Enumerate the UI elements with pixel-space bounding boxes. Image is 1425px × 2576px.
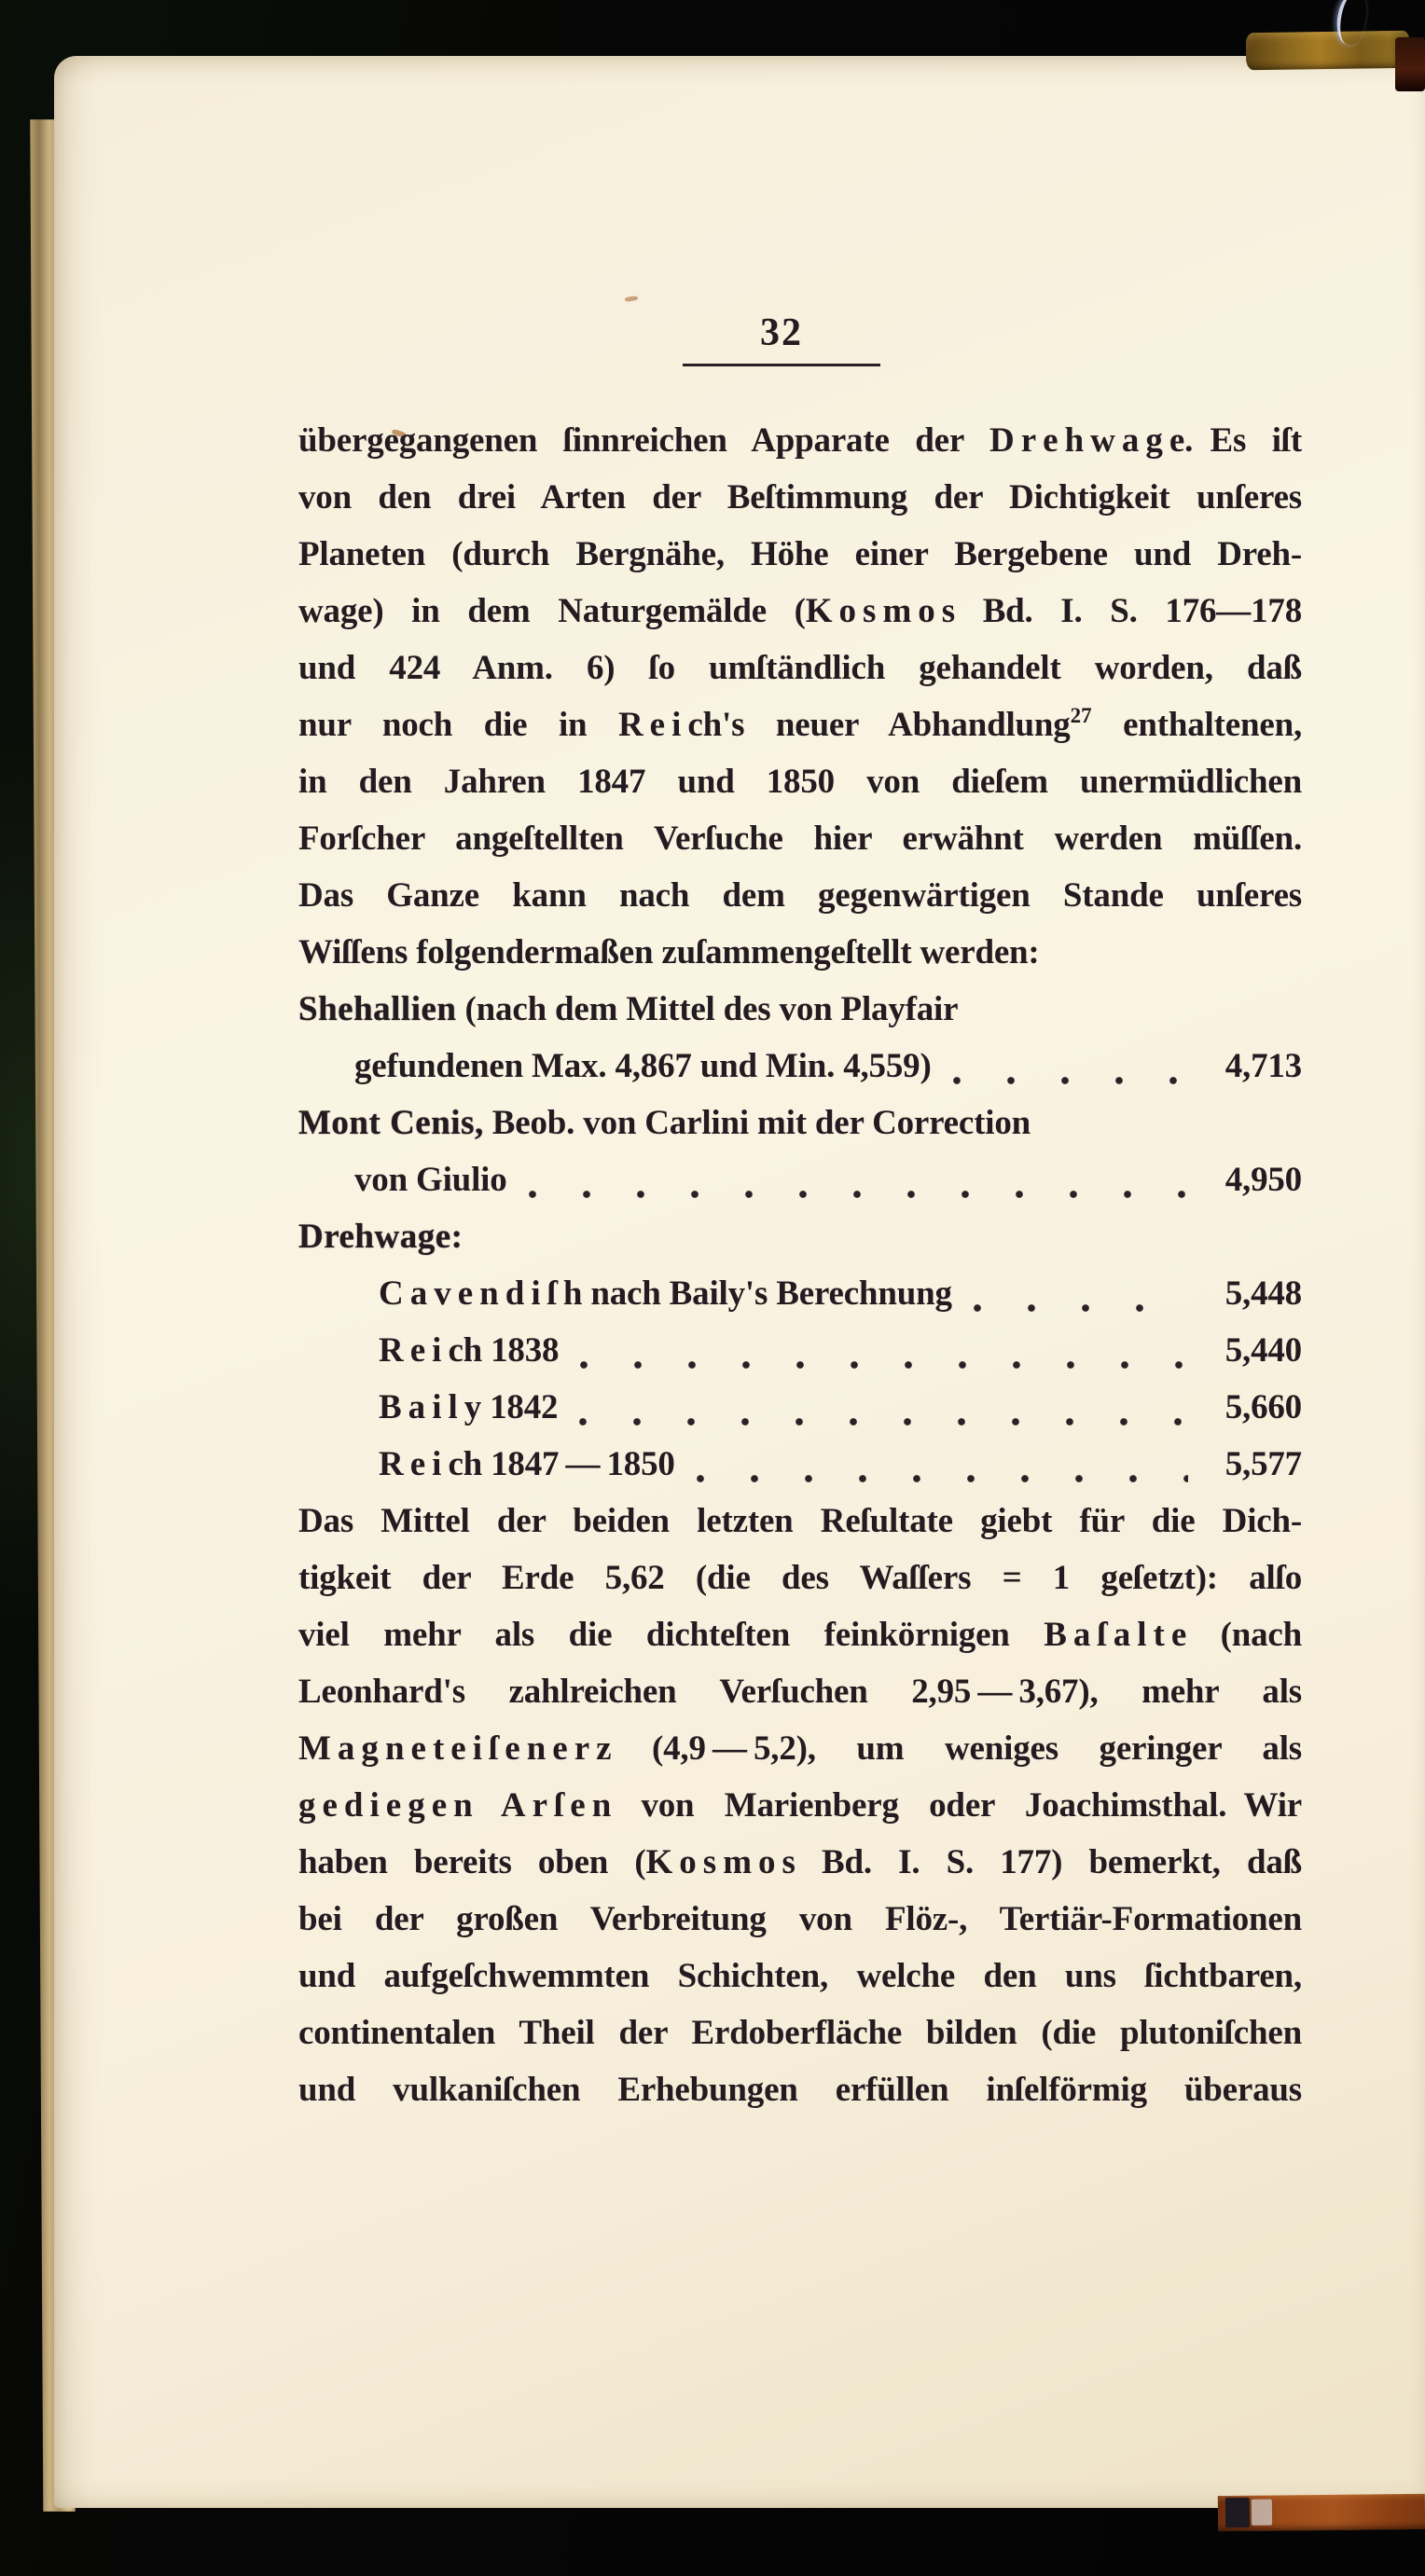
body-line: und 424 Anm. 6) ſo umſtändlich gehandelt worden, daß bbox=[298, 649, 1302, 687]
headword: Shehallien bbox=[298, 990, 457, 1028]
binding-top-edge bbox=[1246, 31, 1411, 70]
paper-speck bbox=[625, 296, 639, 302]
page-number-rule bbox=[683, 364, 880, 366]
book-page bbox=[54, 56, 1425, 2508]
body-line: viel mehr als die dichteſten feinkörnigen B a ſ a l t e (nach bbox=[298, 1616, 1302, 1654]
entry-row bbox=[298, 1151, 1302, 1208]
body-text: enthaltenen, bbox=[1091, 706, 1303, 744]
dot-leader bbox=[696, 1472, 1188, 1485]
entry-label: von Giulio bbox=[354, 1161, 507, 1199]
entry-value: 4,713 bbox=[1224, 1047, 1302, 1085]
body-line: Das Ganze kann nach dem gegenwärtigen Stande unſeres bbox=[298, 876, 1302, 915]
binding-mark-dark bbox=[1225, 2498, 1250, 2528]
dot-leader bbox=[952, 1074, 1188, 1087]
body-line: bei der großen Verbreitung von Flöz-, Tertiär-Formationen bbox=[298, 1900, 1302, 1938]
dot-leader bbox=[579, 1358, 1188, 1371]
footnote-marker: 27 bbox=[1070, 704, 1092, 727]
entry-row bbox=[298, 1038, 1302, 1095]
page-number: 32 bbox=[760, 311, 803, 354]
entry-label: R e i ch 1847 — 1850 bbox=[379, 1445, 675, 1483]
page-header bbox=[278, 311, 1285, 366]
entry-label: B a i l y 1842 bbox=[379, 1388, 559, 1426]
entry-value: 5,577 bbox=[1224, 1445, 1302, 1483]
body-line: Forſcher angeſtellten Verſuche hier erwähnt werden müſſen. bbox=[298, 820, 1302, 858]
entry-heading-shehallien bbox=[298, 981, 1302, 1038]
binding-top-corner bbox=[1395, 37, 1425, 91]
entry-row bbox=[298, 1436, 1302, 1493]
dot-leader bbox=[578, 1415, 1188, 1428]
headword: Mont Cenis, bbox=[298, 1104, 484, 1142]
body-line: Planeten (durch Bergnähe, Höhe einer Bergebene und Dreh- bbox=[298, 535, 1302, 573]
headword: Drehwage: bbox=[298, 1218, 463, 1256]
entry-label: C a v e n d i ſ h nach Baily's Berechnung bbox=[379, 1274, 952, 1313]
entry-value: 5,440 bbox=[1224, 1331, 1302, 1370]
entry-row bbox=[298, 1379, 1302, 1436]
body-line: wage) in dem Naturgemälde (K o s m o s Bd. I. S. 176—178 bbox=[298, 592, 1302, 630]
body-line: continentalen Theil der Erdoberfläche bilden (die plutoniſchen bbox=[298, 2014, 1302, 2052]
dot-leader bbox=[528, 1188, 1188, 1201]
body-line: und aufgeſchwemmten Schichten, welche den uns ſichtbaren, bbox=[298, 1957, 1302, 1995]
body-line: in den Jahren 1847 und 1850 von dieſem unermüdlichen bbox=[298, 763, 1302, 801]
text-block bbox=[298, 412, 1302, 2118]
body-line-with-footnote bbox=[298, 696, 1302, 753]
entry-row bbox=[298, 1265, 1302, 1322]
binding-bottom-edge bbox=[1218, 2494, 1425, 2531]
body-line: von den drei Arten der Beſtimmung der Dichtigkeit unſeres bbox=[298, 478, 1302, 517]
entry-value: 5,448 bbox=[1224, 1274, 1302, 1313]
entry-value: 5,660 bbox=[1224, 1388, 1302, 1426]
body-line: Das Mittel der beiden letzten Reſultate giebt für die Dich- bbox=[298, 1502, 1302, 1540]
entry-row bbox=[298, 1322, 1302, 1379]
entry-value: 4,950 bbox=[1224, 1161, 1302, 1199]
body-line: haben bereits oben (K o s m o s Bd. I. S. 177) bemerkt, daß bbox=[298, 1843, 1302, 1881]
body-line: tigkeit der Erde 5,62 (die des Waſſers = 1 geſetzt): alſo bbox=[298, 1559, 1302, 1597]
entry-label: gefundenen Max. 4,867 und Min. 4,559) bbox=[354, 1047, 932, 1085]
body-line: und vulkaniſchen Erhebungen erfüllen inſelförmig überaus bbox=[298, 2071, 1302, 2109]
entry-heading-mont-cenis bbox=[298, 1095, 1302, 1151]
entry-label: R e i ch 1838 bbox=[379, 1331, 560, 1370]
body-text: Beob. von Carlini mit der Correction bbox=[483, 1104, 1031, 1142]
body-text: (nach dem Mittel des von Playfair bbox=[456, 990, 959, 1028]
body-line: Leonhard's zahlreichen Verſuchen 2,95 — 3,67), mehr als bbox=[298, 1673, 1302, 1711]
binding-mark-light bbox=[1252, 2500, 1272, 2526]
body-line: übergegangenen ſinnreichen Apparate der D r e h w a g e. Es iſt bbox=[298, 421, 1302, 460]
dot-leader bbox=[973, 1302, 1188, 1315]
body-line: M a g n e t e i ſ e n e r z (4,9 — 5,2), um weniges geringer als bbox=[298, 1729, 1302, 1768]
body-text: nur noch die in R e i ch's neuer Abhandlung bbox=[298, 706, 1071, 744]
body-line: g e d i e g e n A r ſ e n von Marienberg oder Joachimsthal. Wir bbox=[298, 1786, 1302, 1825]
entry-heading-drehwage bbox=[298, 1208, 1302, 1265]
body-line: Wiſſens folgendermaßen zuſammengeſtellt werden: bbox=[298, 933, 1040, 971]
